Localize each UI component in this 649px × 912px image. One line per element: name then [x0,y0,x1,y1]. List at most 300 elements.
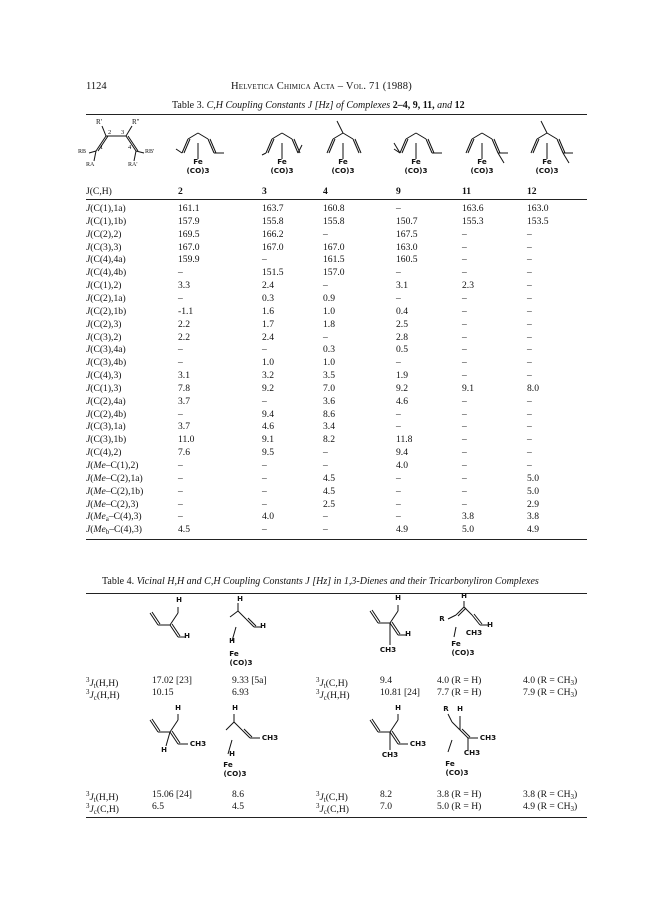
dimethylbutadiene-svg [356,708,436,768]
table-cell: 159.9 [178,254,200,266]
table-cell: 0.4 [396,305,408,317]
table-row-label: J(C(3),4b) [86,357,127,369]
table-cell: – [178,408,183,420]
atom-h-top: H [237,595,243,603]
atom-h-top: H [457,705,463,713]
table-cell: – [462,395,467,407]
pentadiene-fe-structure [212,704,292,780]
butadiene-structure [140,597,210,667]
table-cell: – [262,395,267,407]
co-label: (CO)3 [186,166,210,175]
butadiene-fe-structure [216,597,286,667]
table-cell: – [462,241,467,253]
table-cell: – [462,408,467,420]
table3-caption-text: C,H Coupling Constants J [Hz] of Complexes [206,100,391,111]
table4-caption [102,576,539,587]
table3-top-rule [86,114,587,115]
table-row-label: J(C(3),4a) [86,344,126,356]
table-cell: 155.8 [262,215,284,227]
label-c2: 2 [108,129,112,136]
table-cell: 7.8 [178,382,190,394]
table-cell: – [462,370,467,382]
table-cell: – [462,447,467,459]
table-cell: 11.0 [178,434,195,446]
table-cell: 167.0 [323,241,345,253]
co-label: (CO)3 [451,648,475,657]
table-cell: 2.2 [178,331,190,343]
table-cell: – [178,485,183,497]
table-cell: – [527,254,532,266]
table-cell: – [527,447,532,459]
coupling-value: 5.0 (R = H) [437,801,482,812]
atom-h-bottom: H [229,750,235,758]
label-rb: RB [78,149,87,155]
table-cell: 0.9 [323,292,335,304]
co-label: (CO)3 [404,166,428,175]
table-cell: – [462,254,467,266]
coupling-value: 6.93 [232,687,249,698]
table-cell: 155.3 [462,215,484,227]
coupling-value: 9.33 [5a] [232,675,267,686]
table-cell: 4.9 [527,524,539,536]
table-row-label: J(C(2),4a) [86,395,126,407]
table-cell: – [396,267,401,279]
table-cell: 4.0 [262,511,274,523]
table-cell: 2.2 [178,318,190,330]
coupling-value: 4.0 (R = H) [437,675,482,686]
table-cell: 1.0 [262,357,274,369]
table-cell: – [396,498,401,510]
coupling-label: $^3J_t(C,H)$ [316,790,348,805]
table-row-label: J(C(2),4b) [86,408,127,420]
table-cell: 3.1 [178,370,190,382]
table-row-label: $J(Me_a-C(4),3)$ [86,511,142,524]
table-cell: 2.4 [262,331,274,343]
coupling-label: $^3J_t(H,H)$ [86,676,119,691]
table-cell: – [462,292,467,304]
table3-caption-and: and [437,100,453,111]
table-cell: 3.6 [323,395,335,407]
complex-structure-11 [452,119,522,181]
co-label: (CO)3 [470,166,494,175]
atom-h-right: H [260,622,266,630]
co-label: (CO)3 [445,768,469,777]
table-cell: 3.4 [323,421,335,433]
compound-number-9: 9 [396,186,401,197]
table-cell: – [527,408,532,420]
table-cell: – [462,498,467,510]
table-row-label: J(C(4),3) [86,370,122,382]
label-rb-prime: RB' [145,149,155,155]
table-cell: 1.9 [396,370,408,382]
atom-ch3-right: CH3 [479,733,497,742]
table-cell: 160.5 [396,254,418,266]
table-cell: – [178,267,183,279]
compound-number-11: 11 [462,186,472,197]
table-cell: – [527,395,532,407]
table-cell: 5.0 [462,524,474,536]
table3-caption-refs: 2–4, 9, 11, [392,100,435,111]
table-cell: – [396,292,401,304]
table-row-label: J(C(2),1b) [86,305,127,317]
atom-h-top: H [461,592,467,600]
co-label: (CO)3 [331,166,355,175]
compound-number-2: 2 [178,186,183,197]
table-cell: 7.6 [178,447,190,459]
table-row-label: J(C(3),1b) [86,434,127,446]
table-cell: 3.7 [178,421,190,433]
table-cell: – [462,472,467,484]
table-cell: 1.6 [262,305,274,317]
table-cell: 157.9 [178,215,200,227]
fe-label: Fe [411,157,421,166]
table-row-label: J(Me–C(2),1a) [86,472,143,484]
table-cell: – [178,344,183,356]
table3-caption-prefix: Table 3. [172,100,205,111]
table-cell: – [323,511,328,523]
dimethylbutadiene-structure [356,704,436,768]
label-r-prime: R' [96,118,102,126]
table-cell: – [262,254,267,266]
atom-h-top: H [232,704,238,712]
table-cell: – [462,434,467,446]
table-cell: 4.5 [323,472,335,484]
fe-label: Fe [223,760,233,769]
table-cell: 8.6 [323,408,335,420]
atom-ch3: CH3 [189,739,207,748]
coupling-value: 17.02 [23] [152,675,192,686]
methylbutadiene-fe-structure [434,592,514,669]
table-cell: 3.8 [527,511,539,523]
table-cell: 9.1 [462,382,474,394]
table4-top-rule [86,593,587,594]
compound-number-4: 4 [323,186,328,197]
coupling-value: 8.2 [380,789,392,800]
table-cell: – [178,472,183,484]
atom-h-right: H [184,632,190,640]
fe-label: Fe [193,157,203,166]
coupling-value: 10.81 [24] [380,687,420,698]
table-cell: 3.2 [262,370,274,382]
table-row-label: J(C(4),4a) [86,254,126,266]
table-cell: 4.6 [262,421,274,433]
table-cell: 163.0 [396,241,418,253]
table-cell: 4.9 [396,524,408,536]
table-cell: – [396,472,401,484]
co-label: (CO)3 [270,166,294,175]
fe-label: Fe [229,649,239,658]
table-cell: 1.8 [323,318,335,330]
coupling-value: 15.06 [24] [152,789,192,800]
table-cell: – [396,511,401,523]
table-cell: – [527,331,532,343]
table-cell: – [396,357,401,369]
table-cell: – [262,344,267,356]
coupling-label: $^3J_c(C,H)$ [316,802,349,817]
table-cell: – [178,511,183,523]
coupling-value: 7.9 $(R = CH_3)$ [523,687,578,699]
table-cell: – [178,498,183,510]
coupling-label: $^3J_t(H,H)$ [86,790,119,805]
table-cell: 9.4 [262,408,274,420]
coupling-label: $^3J_t(C,H)$ [316,676,348,691]
coupling-value: 4.0 $(R = CH_3)$ [523,675,578,687]
coupling-label: $^3J_c(H,H)$ [316,688,350,703]
table-cell: 8.2 [323,434,335,446]
fe-label: Fe [451,639,461,648]
atom-ch3: CH3 [465,628,483,637]
table-cell: 11.8 [396,434,413,446]
complex-structure-3 [252,119,322,181]
table-cell: 9.1 [262,434,274,446]
methylbutadiene-structure [356,594,436,667]
table-cell: 161.5 [323,254,345,266]
page-number: 1124 [86,81,107,92]
coupling-value: 4.5 [232,801,244,812]
table-cell: 3.8 [462,511,474,523]
table-cell: 1.0 [323,305,335,317]
table3-header-rule [86,199,587,200]
coupling-value: 10.15 [152,687,174,698]
table-row-label: $J(Me_b-C(4),3)$ [86,524,142,537]
table-cell: – [462,228,467,240]
table-cell: 167.5 [396,228,418,240]
table-row-label: J(C(3),1a) [86,421,126,433]
table-cell: 2.5 [396,318,408,330]
atom-h-right: H [487,621,493,629]
table-cell: – [527,267,532,279]
coupling-value: 3.8 (R = H) [437,789,482,800]
table-row-label: J(C(2),2) [86,228,122,240]
table-cell: – [262,472,267,484]
co-label: (CO)3 [223,769,247,778]
table-cell: – [323,280,328,292]
table-cell: 9.4 [396,447,408,459]
atom-h-bottom: H [161,746,167,754]
table-cell: – [262,485,267,497]
table-cell: – [323,331,328,343]
table-cell: 3.7 [178,395,190,407]
fe-label: Fe [277,157,287,166]
table-cell: – [462,267,467,279]
fe-label: Fe [338,157,348,166]
table-cell: – [527,241,532,253]
table-cell: 0.5 [396,344,408,356]
diene-numbering-diagram [78,118,158,180]
table-cell: – [462,357,467,369]
table-cell: 157.0 [323,267,345,279]
table-cell: -1.1 [178,305,194,317]
label-ra: RA [86,162,95,168]
coupling-value: 8.6 [232,789,244,800]
table-cell: – [262,498,267,510]
co-label: (CO)3 [535,166,559,175]
table-cell: 2.9 [527,498,539,510]
table-cell: 167.0 [262,241,284,253]
table-cell: 3.5 [323,370,335,382]
table-row-label: J(C(3),3) [86,241,122,253]
label-r-dprime: R" [132,118,140,126]
table4-caption-prefix: Table 4. [102,576,135,587]
table-row-label: J(C(1),1b) [86,215,127,227]
pentadiene-svg [140,708,220,768]
fe-label: Fe [445,759,455,768]
table-cell: 8.0 [527,382,539,394]
table-cell: – [527,292,532,304]
table-row-label: J(C(2),1a) [86,292,126,304]
table-row-label: J(C(4),2) [86,447,122,459]
atom-h-top: H [395,704,401,712]
table-cell: – [527,228,532,240]
coupling-value: 3.8 $(R = CH_3)$ [523,789,578,801]
table-row-label: J(Me–C(1),2) [86,460,139,471]
table-cell: – [323,460,328,471]
table4-bottom-rule [86,817,587,818]
table-cell: – [323,524,328,536]
atom-h-top: H [175,704,181,712]
table-cell: 9.5 [262,447,274,459]
table-cell: 153.5 [527,215,549,227]
fe-label: Fe [542,157,552,166]
table-cell: 9.2 [262,382,274,394]
atom-h-right: H [405,630,411,638]
table-row-label: J(C(4),4b) [86,267,127,279]
coupling-value: 9.4 [380,675,392,686]
table-cell: 167.0 [178,241,200,253]
table-cell: 5.0 [527,485,539,497]
table-cell: – [527,357,532,369]
table-row-label: J(C(1),1a) [86,203,126,214]
table-cell: – [462,331,467,343]
table-cell: 1.0 [323,357,335,369]
compound-number-12: 12 [527,186,537,197]
coupling-label: $^3J_c(C,H)$ [86,802,119,817]
table3-caption [172,100,465,111]
atom-ch3: CH3 [261,733,279,742]
atom-ch3: CH3 [379,645,397,654]
table3-bottom-rule [86,539,587,540]
table-cell: – [462,344,467,356]
table-cell: – [178,292,183,304]
table-cell: 163.6 [462,203,484,214]
fe-label: Fe [477,157,487,166]
table-cell: 151.5 [262,267,284,279]
dimethylbutadiene-fe-structure [430,705,514,780]
table3-row-header: J(C,H) [86,186,112,197]
table-cell: – [396,485,401,497]
coupling-value: 4.9 $(R = CH_3)$ [523,801,578,813]
table-cell: 169.5 [178,228,200,240]
table-cell: – [527,305,532,317]
table-cell: 161.1 [178,203,200,214]
table-cell: 0.3 [262,292,274,304]
pentadiene-structure [140,704,220,768]
table-cell: – [527,370,532,382]
table-cell: 2.8 [396,331,408,343]
table-cell: – [462,318,467,330]
atom-ch3-right: CH3 [409,739,427,748]
compound-number-3: 3 [262,186,267,197]
complex-structure-4 [313,119,383,181]
table-row-label: J(C(1),3) [86,382,122,394]
co-label: (CO)3 [229,658,253,667]
table-row-label: J(C(1),2) [86,280,122,292]
table-cell: – [396,421,401,433]
table3-caption-last: 12 [454,100,465,111]
coupling-label: $^3J_c(H,H)$ [86,688,120,703]
table-cell: 2.4 [262,280,274,292]
coupling-value: 7.7 (R = H) [437,687,482,698]
table-cell: – [323,228,328,240]
table-cell: – [462,421,467,433]
table-row-label: J(C(3),2) [86,331,122,343]
complex-structure-9 [386,119,456,181]
atom-r: R [443,705,449,713]
label-c1: 1 [100,144,104,151]
table-cell: – [527,280,532,292]
table-cell: – [527,434,532,446]
table-row-label: J(C(2),3) [86,318,122,330]
table-cell: – [323,447,328,459]
table-cell: 155.8 [323,215,345,227]
table-cell: – [396,408,401,420]
label-ra-prime: RA' [128,162,138,168]
table-cell: 4.5 [178,524,190,536]
table-cell: 4.6 [396,395,408,407]
atom-h-bottom: H [229,637,235,645]
table-cell: – [396,203,401,214]
running-header: Helvetica Chimica Acta – Vol. 71 (1988) [231,81,412,92]
table-cell: 163.0 [527,203,549,214]
table-cell: 4.5 [323,485,335,497]
table-cell: 166.2 [262,228,284,240]
table-cell: 5.0 [527,472,539,484]
table-cell: – [527,460,532,471]
table-cell: 163.7 [262,203,284,214]
table-cell: – [462,485,467,497]
atom-r: R [439,615,445,623]
table-cell: – [527,344,532,356]
atom-h-top: H [176,596,182,604]
label-c4: 4 [128,144,132,151]
table-cell: 160.8 [323,203,345,214]
table-cell: 2.5 [323,498,335,510]
table-cell: – [178,460,183,471]
table-cell: 2.3 [462,280,474,292]
atom-ch3-bottom: CH3 [463,748,481,757]
table-cell: 7.0 [323,382,335,394]
table-cell: 0.3 [323,344,335,356]
table-cell: – [527,421,532,433]
table-cell: 3.1 [396,280,408,292]
table-cell: 9.2 [396,382,408,394]
table-cell: – [262,524,267,536]
table-cell: – [462,460,467,471]
label-c3: 3 [121,129,125,136]
table4-caption-text: Vicinal H,H and C,H Coupling Constants J [Hz] in 1,3-Dienes and their Tricarbonyliron Complexes [136,576,539,587]
coupling-value: 6.5 [152,801,164,812]
coupling-value: 7.0 [380,801,392,812]
table-cell: – [262,460,267,471]
atom-ch3-bottom: CH3 [381,750,399,759]
atom-h-top: H [395,594,401,602]
complex-structure-12 [517,119,587,181]
table-cell: 3.3 [178,280,190,292]
table-cell: – [527,318,532,330]
complex-structure-2 [168,119,238,181]
table-cell: 4.0 [396,460,408,471]
table-cell: 1.7 [262,318,274,330]
